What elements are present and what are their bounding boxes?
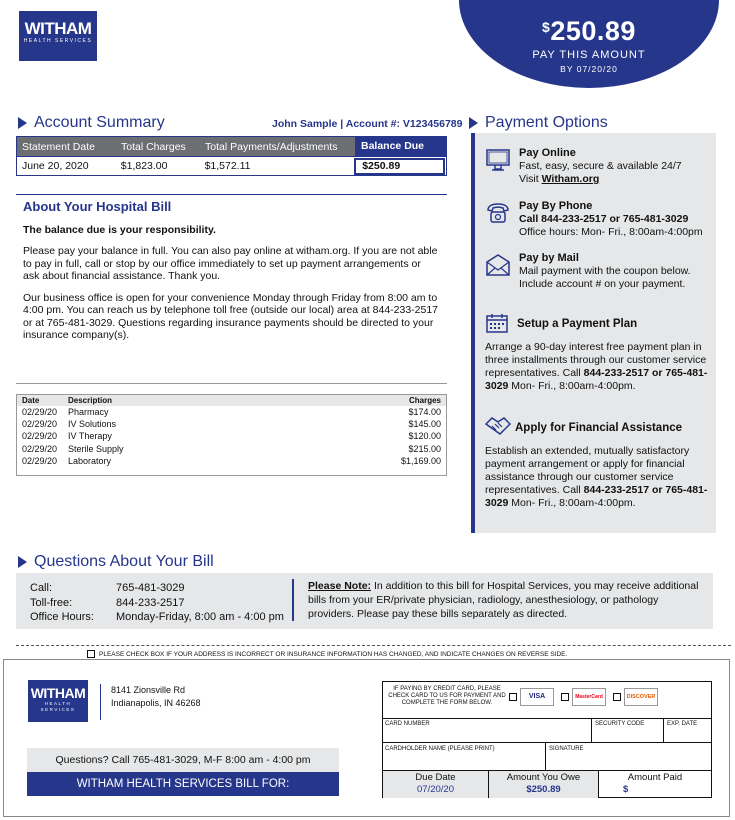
pay-mail-desc-1: Mail payment with the coupon below. [519, 265, 691, 277]
payment-plan-phones: 844-233-2517 or 765-481-3029 [485, 367, 708, 392]
address-change-notice [87, 650, 567, 658]
financial-assistance-desc [485, 445, 710, 510]
header-balance-due: Balance Due [355, 137, 446, 156]
address-change-text: PLEASE CHECK BOX IF YOUR ADDRESS IS INCORRECT OR INSURANCE INFORMATION HAS CHANGED, AND INDICATE CHANGES ON REVERSE SIDE. [99, 650, 568, 658]
charges-table [16, 394, 447, 476]
please-note [292, 579, 702, 621]
contact-labels [30, 581, 94, 625]
address-change-checkbox[interactable] [87, 650, 95, 658]
row-charge: $174.00 [408, 407, 441, 417]
address-line-2: Indianapolis, IN 46268 [111, 698, 201, 708]
payment-options-heading [469, 114, 608, 132]
coupon-logo-subtitle: HEALTH SERVICES [40, 701, 76, 712]
payment-options-panel [471, 133, 716, 533]
about-title: About Your Hospital Bill [23, 199, 172, 214]
logo-subtitle: HEALTH SERVICES [23, 38, 93, 44]
triangle-bullet-icon [469, 117, 478, 129]
row-description: Pharmacy [68, 407, 109, 417]
signature-field[interactable]: SIGNATURE [549, 746, 584, 752]
discover-icon: DISCOVER [624, 688, 658, 706]
card-row-divider-1 [383, 718, 711, 719]
discover-checkbox[interactable] [613, 693, 621, 701]
pay-phone-title: Pay By Phone [519, 200, 593, 212]
charges-header-charges: Charges [408, 396, 441, 405]
questions-box [16, 573, 713, 629]
cardholder-name-field[interactable]: CARDHOLDER NAME (PLEASE PRINT) [385, 746, 495, 752]
payment-options-title: Payment Options [485, 114, 608, 131]
amount-due-badge [459, 0, 719, 88]
envelope-icon [485, 252, 511, 278]
payment-plan-text: Arrange a 90-day interest free payment plan in three installments through our customer service representatives. Call [485, 341, 707, 379]
about-responsibility: The balance due is your responsibility. [23, 223, 216, 236]
pay-online-desc: Fast, easy, secure & available 24/7 [519, 160, 682, 172]
visa-icon: VISA [520, 688, 554, 706]
pay-phone-hours: Office hours: Mon- Fri., 8:00am-4:00pm [519, 226, 703, 238]
visa-checkbox[interactable] [509, 693, 517, 701]
questions-heading [18, 553, 214, 571]
witham-link[interactable]: Witham.org [541, 173, 600, 185]
pay-online-option [485, 147, 710, 186]
mastercard-checkbox[interactable] [561, 693, 569, 701]
security-code-field[interactable]: SECURITY CODE [595, 721, 645, 727]
mastercard-icon: MasterCard [572, 688, 606, 706]
card-number-field[interactable]: CARD NUMBER [385, 721, 430, 727]
contact-values [116, 581, 284, 625]
due-by-label: BY 07/20/20 [560, 64, 618, 74]
card-col-divider-1 [591, 718, 592, 742]
row-description: Sterile Supply [68, 443, 124, 454]
pay-phone-numbers: Call 844-233-2517 or 765-481-3029 [519, 213, 689, 225]
logo-name: WITHAM [24, 19, 92, 38]
amount-paid-symbol: $ [623, 784, 629, 795]
card-row-divider-2 [383, 742, 711, 743]
bill-for-banner: WITHAM HEALTH SERVICES BILL FOR: [27, 772, 339, 796]
amount-due: 250.89 [550, 16, 636, 46]
payment-plan-option [485, 312, 710, 393]
total-payments: $1,572.11 [204, 160, 251, 172]
table-row [17, 455, 446, 467]
pay-online-title: Pay Online [519, 147, 576, 159]
witham-logo [19, 11, 97, 61]
amount-paid-label: Amount Paid [627, 772, 683, 783]
card-options [509, 688, 658, 706]
call-number: 765-481-3029 [116, 582, 185, 594]
row-date: 02/29/20 [22, 455, 58, 466]
credit-card-note: IF PAYING BY CREDIT CARD, PLEASE CHECK CARD TO US FOR PAYMENT AND COMPLETE THE FORM BELOW. [388, 686, 506, 706]
currency-symbol: $ [542, 19, 551, 35]
office-hours: Monday-Friday, 8:00 am - 4:00 pm [116, 611, 284, 623]
header-total-payments: Total Payments/Adjustments [205, 140, 338, 153]
amount-paid-box[interactable] [599, 770, 711, 798]
payment-plan-title: Setup a Payment Plan [517, 318, 638, 330]
coupon-witham-logo [28, 680, 88, 722]
note-label: Please Note: [308, 580, 372, 592]
row-charge: $215.00 [408, 443, 441, 454]
charges-header-date: Date [22, 396, 40, 405]
about-paragraph-2: Our business office is open for your convenience Monday through Friday from 8:00 am to 4:00 pm. You can reach us by telephone toll free (outside our local) area at 844-233-2517 or at 765-481-3029. Questions regarding insurance payments should be directed to your insurance company(s). [23, 291, 439, 341]
statement-date: June 20, 2020 [22, 160, 89, 172]
due-date-label: Due Date [415, 772, 456, 783]
row-date: 02/29/20 [22, 419, 58, 430]
tollfree-label: Toll-free: [30, 596, 73, 609]
charges-header-description: Description [68, 396, 113, 405]
pay-mail-desc-2: Include account # on your payment. [519, 278, 686, 290]
row-date: 02/29/20 [22, 407, 58, 417]
row-description: Laboratory [68, 455, 112, 466]
calendar-icon [485, 312, 509, 334]
about-paragraph-1: Please pay your balance in full. You can also pay online at witham.org. If you are not able to pay in full, call or stop by our office immediately to set up payment arrangements or ask about financial assistance. Thank you. [23, 245, 438, 282]
row-charge: $145.00 [408, 419, 441, 430]
triangle-bullet-icon [18, 117, 27, 129]
triangle-bullet-icon [18, 556, 27, 568]
computer-icon [485, 147, 511, 173]
amount-owe-box [489, 770, 599, 798]
phone-icon [485, 200, 511, 226]
hours-label: Office Hours: [30, 611, 94, 623]
pay-by-mail-option [485, 252, 710, 291]
pay-mail-title: Pay by Mail [519, 252, 579, 264]
account-summary-title: Account Summary [34, 114, 165, 131]
about-hospital-bill [16, 194, 447, 384]
card-col-divider-3 [545, 742, 546, 770]
questions-title: Questions About Your Bill [34, 553, 214, 570]
financial-assistance-title: Apply for Financial Assistance [515, 422, 683, 434]
header-statement-date: Statement Date [22, 140, 95, 153]
financial-assistance-phones: 844-233-2517 or 765-481-3029 [485, 484, 708, 509]
amount-owe-label: Amount You Owe [506, 772, 581, 783]
credit-card-form [382, 681, 712, 798]
financial-assistance-option [485, 415, 710, 510]
tollfree-number: 844-233-2517 [116, 596, 185, 609]
payment-plan-desc [485, 341, 710, 393]
account-summary-heading [18, 114, 165, 132]
pay-by-phone-option [485, 200, 710, 239]
amount-owe: $250.89 [526, 784, 561, 795]
header-total-charges: Total Charges [121, 140, 186, 153]
row-description: IV Therapy [68, 431, 112, 442]
financial-assistance-text: Establish an extended, mutually satisfactory payment arrangement or apply for financial assistance through our customer service representatives. Call [485, 445, 690, 496]
coupon-questions: Questions? Call 765-481-3029, M-F 8:00 am - 4:00 pm [27, 748, 339, 772]
row-description: IV Solutions [68, 419, 117, 430]
total-charges: $1,823.00 [120, 160, 168, 172]
due-date-box [383, 770, 489, 798]
row-date: 02/29/20 [22, 431, 58, 442]
balance-due: $250.89 [354, 158, 445, 175]
cut-line [16, 645, 731, 646]
exp-date-field[interactable]: EXP. DATE [667, 721, 698, 727]
call-label: Call: [30, 582, 53, 594]
mailing-address [100, 684, 201, 720]
account-summary-table [16, 136, 447, 176]
handshake-icon [485, 415, 511, 437]
table-row [17, 406, 446, 418]
card-col-divider-2 [663, 718, 664, 742]
note-text: In addition to this bill for Hospital Services, you may receive additional bills from your ER/private physician, radiology, anesthesiology, or pathology providers. Please pay these bills separately as directed. [308, 580, 699, 620]
financial-assistance-hours: Mon- Fri., 8:00am-4:00pm. [508, 497, 636, 509]
table-row [17, 430, 446, 442]
table-row [17, 443, 446, 455]
address-line-1: 8141 Zionsville Rd [111, 685, 186, 695]
account-info: John Sample | Account #: V123456789 [272, 118, 463, 130]
row-charge: $1,169.00 [400, 455, 441, 466]
payment-plan-hours: Mon- Fri., 8:00am-4:00pm. [508, 380, 636, 392]
pay-this-amount-label: PAY THIS AMOUNT [532, 49, 646, 61]
coupon-logo-name: WITHAM [30, 685, 86, 701]
row-date: 02/29/20 [22, 443, 58, 454]
visit-label: Visit [519, 173, 542, 185]
due-date: 07/20/20 [417, 784, 454, 795]
table-row [17, 418, 446, 430]
row-charge: $120.00 [408, 431, 441, 442]
